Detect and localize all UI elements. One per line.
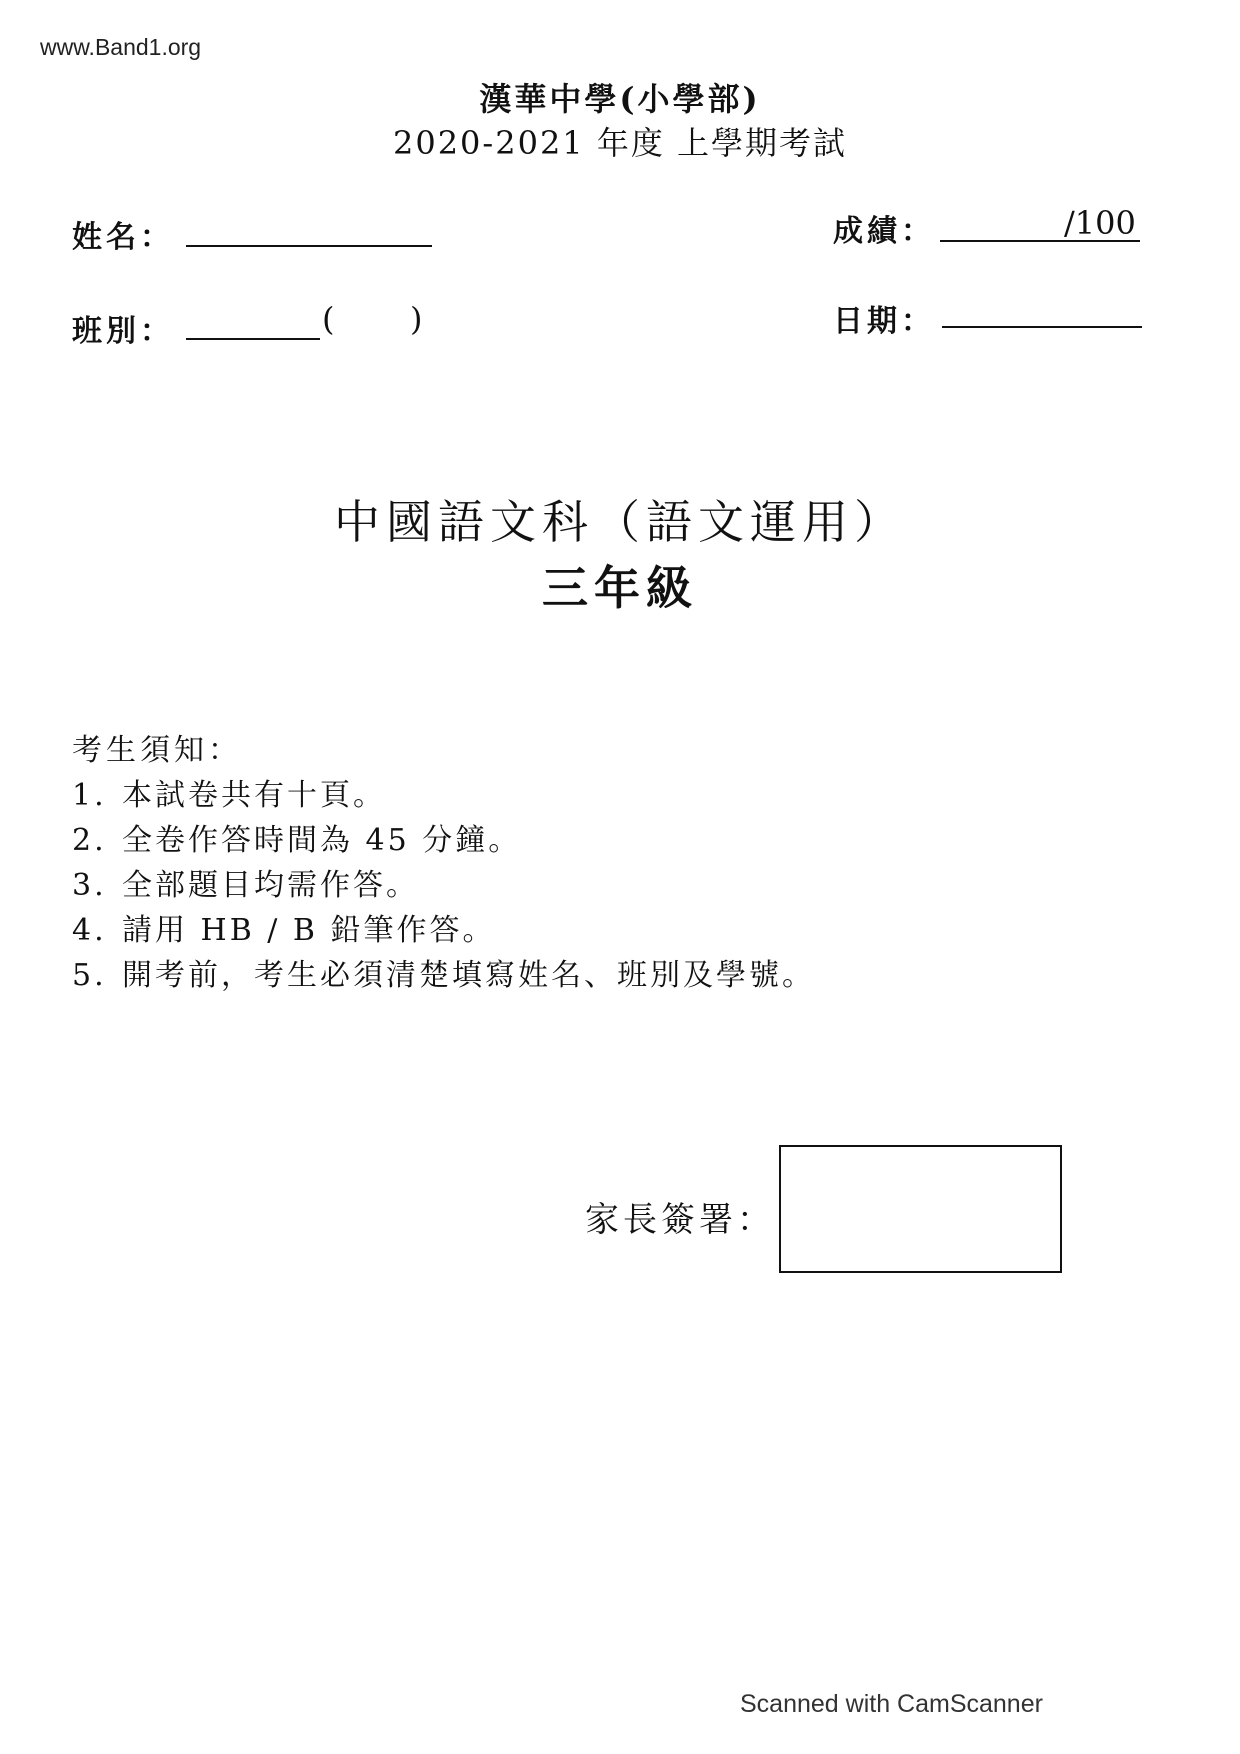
- instruction-text: 全卷作答時間為 45 分鐘。: [122, 823, 522, 858]
- name-label: 姓名：: [72, 220, 174, 255]
- scanner-watermark: Scanned with CamScanner: [740, 1690, 1043, 1718]
- parent-signature-box[interactable]: [779, 1145, 1062, 1273]
- subject-title: 中國語文科（語文運用）: [334, 495, 906, 549]
- class-number-close-paren: ): [410, 300, 423, 338]
- instruction-item: [72, 860, 419, 904]
- instruction-text: 全部題目均需作答。: [122, 868, 419, 903]
- date-label: 日期：: [833, 304, 935, 339]
- instruction-item: [72, 905, 496, 949]
- instruction-text: 請用 HB / B 鉛筆作答。: [122, 913, 496, 948]
- exam-term: 2020-2021 年度 上學期考試: [392, 124, 848, 162]
- score-max: /100: [1064, 204, 1136, 242]
- instructions-heading: 考生須知：: [72, 733, 242, 768]
- parent-signature-label: 家長簽署：: [585, 1200, 775, 1240]
- date-blank-line[interactable]: [942, 326, 1142, 328]
- instruction-number: 1.: [72, 778, 107, 813]
- instruction-text: 本試卷共有十頁。: [122, 778, 386, 813]
- score-label: 成績：: [833, 214, 935, 249]
- instruction-number: 3.: [72, 868, 107, 903]
- instruction-item: [72, 770, 386, 814]
- watermark-url: www.Band1.org: [40, 34, 202, 60]
- instruction-number: 2.: [72, 823, 107, 858]
- class-label: 班別：: [72, 314, 174, 349]
- grade-title: 三年級: [542, 561, 698, 615]
- class-number-open-paren: (: [322, 300, 335, 338]
- instruction-item: [72, 950, 815, 994]
- instruction-number: 5.: [72, 958, 107, 993]
- class-blank-line[interactable]: [186, 338, 320, 340]
- instruction-text: 開考前，考生必須清楚填寫姓名、班別及學號。: [122, 958, 815, 993]
- name-blank-line[interactable]: [186, 245, 432, 247]
- instruction-item: [72, 815, 521, 859]
- school-name: 漢華中學(小學部): [479, 80, 761, 118]
- instruction-number: 4.: [72, 913, 107, 948]
